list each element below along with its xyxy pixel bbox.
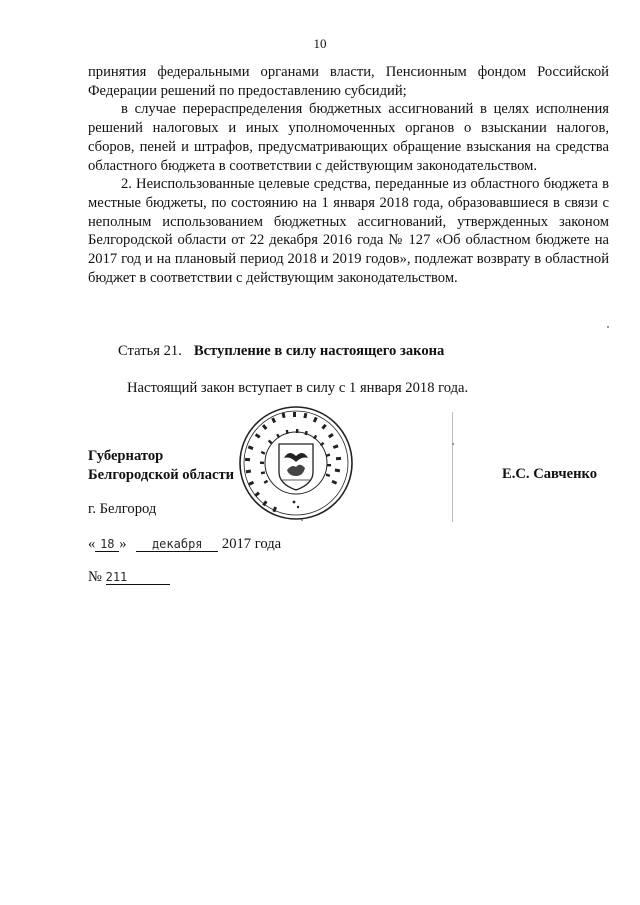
signing-date (88, 536, 281, 553)
law-number-label: № (88, 569, 102, 585)
date-month: декабря (136, 537, 218, 552)
city-line: г. Белгород (88, 501, 157, 517)
body-text (88, 63, 609, 287)
date-open-quote: « (88, 536, 96, 552)
date-close-quote: » (119, 536, 127, 552)
article-title: Вступление в силу настоящего закона (193, 343, 445, 359)
paragraph-unused-funds: 2. Неиспользованные целевые средства, переданные из областного бюджета в местные бюджеты, по состоянию на 1 января 2018 года, образовавшиеся в связи с неполным использованием бюджетных ассигнований, утвержденных законом Белгородской области от 22 декабря 2016 года № 127 «Об областном бюджете на 2017 год и на плановый период 2018 и 2019 годов», подлежат возврату в областной бюджет в соответствии с действующим законодательством. (88, 176, 609, 286)
date-year: 2017 года (221, 536, 282, 552)
paragraph-reallocation: в случае перераспределения бюджетных ассигнований в целях исполнения решений налоговых и иных уполномоченных органов о взыскании налогов, сборов, пеней и штрафов, предусматривающих обращение взыскания на средства областного бюджета в соответствии с действующим законодательством. (88, 101, 609, 174)
signature-stroke (452, 412, 453, 522)
paragraph-subsidies: принятия федеральными органами власти, Пенсионным фондом Российской Федерации решений по предоставлению субсидий; (88, 64, 609, 99)
effective-date-text: Настоящий закон вступает в силу с 1 января 2018 года. (127, 380, 469, 396)
signatory-title (88, 447, 234, 485)
signatory-title-line2: Белгородской области (88, 467, 235, 483)
scan-speck (452, 443, 454, 445)
date-day: 18 (95, 537, 119, 552)
scan-speck (607, 326, 609, 328)
scan-speck (301, 519, 303, 521)
law-number (88, 569, 170, 586)
signatory-name: Е.С. Савченко (502, 466, 598, 482)
article-heading (118, 343, 444, 360)
law-number-value: 211 (106, 570, 170, 585)
page-number: 10 (313, 36, 327, 51)
official-stamp-icon (237, 404, 355, 522)
article-number: Статья 21. (118, 343, 182, 359)
signatory-title-line1: Губернатор (88, 448, 164, 464)
